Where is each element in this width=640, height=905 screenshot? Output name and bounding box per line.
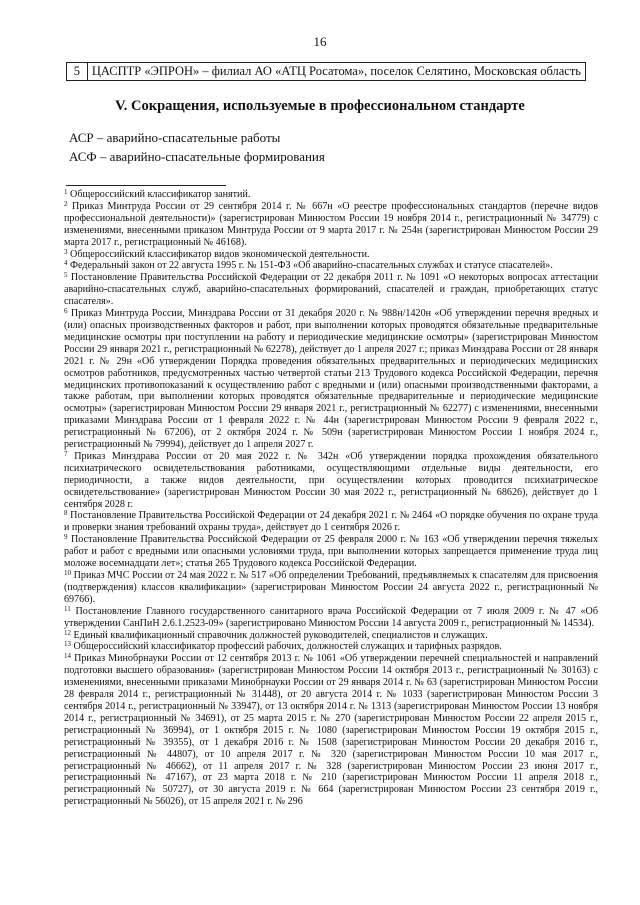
footnote — [64, 272, 598, 308]
footnote-text: Общероссийский классификатор видов экономической деятельности. — [70, 248, 370, 260]
footnote-number: 2 — [64, 199, 68, 208]
footnote — [64, 653, 598, 808]
organization-number: 5 — [67, 63, 88, 81]
footnote — [64, 451, 598, 511]
footnotes — [64, 189, 598, 808]
footnote-number: 6 — [64, 307, 68, 316]
footnote-text: Общероссийский классификатор профессий рабочих, должностей служащих и тарифных разрядов. — [73, 641, 502, 653]
table-row — [67, 63, 586, 81]
organization-table — [66, 62, 586, 81]
footnote — [64, 260, 598, 272]
footnote-text: Приказ Минздрава России от 20 мая 2022 г. № 342н «Об утверждении порядка прохождения обязательного психиатрического освидетельствования работниками, осуществляющими отдельные виды деятельности, его периодичности, а также видов деятельности, при осуществлении которых проводится психиатрическое освидетельствование» (зарегистрирован Минюстом России 30 мая 2022 г., регистрационный № 68626), действует до 1 сентября 2028 г. — [64, 450, 598, 510]
footnote-number: 5 — [64, 271, 68, 280]
footnote — [64, 641, 598, 653]
footnote-number: 10 — [64, 569, 71, 577]
footnote-number: 7 — [64, 449, 68, 458]
section-title: V. Сокращения, используемые в профессиональном стандарте — [115, 98, 525, 114]
footnote-text: Единый квалификационный справочник должностей руководителей, специалистов и служащих. — [73, 629, 488, 641]
page-number: 16 — [313, 34, 327, 49]
footnote-text: Общероссийский классификатор занятий. — [70, 189, 251, 200]
footnote-text: Федеральный закон от 22 августа 1995 г. № 151-ФЗ «Об аварийно-спасательных службах и статусе спасателей». — [70, 260, 553, 272]
footnote-number: 13 — [64, 640, 71, 649]
footnote-number: 14 — [64, 652, 71, 661]
footnote-number: 12 — [64, 628, 71, 637]
footnote-number: 3 — [64, 247, 68, 256]
footnote — [64, 570, 598, 606]
footnote — [64, 249, 598, 261]
footnote-text: Приказ Минтруда России, Минздрава России от 31 декабря 2020 г. № 988н/1420н «Об утверждении перечня вредных и (или) опасных производственных факторов и работ, при выполнении которых проводятся обязательные предварительные медицинские осмотры при поступлении на работу и периодические медицинские осмотры» (зарегистрирован Минюстом России 29 января 2021 г., регистрационный № 62278), действует до 1 апреля 2027 г.; приказ Минздрава России от 28 января 2021 г. № 29н «Об утверждении Порядка проведения обязательных предварительных и периодических медицинских осмотров работников, предусмотренных частью четвертой статьи 213 Трудового кодекса Российской Федерации, перечня медицинских противопоказаний к осуществлению работ с вредными и (или) опасными производственными факторами, а также работам, при выполнении которых проводятся обязательные предварительные и периодические медицинские осмотры» (зарегистрирован Минюстом России 29 января 2021 г., регистрационный № 62277) с изменениями, внесенными приказами Минздрава России от 1 февраля 2022 г. № 44н (зарегистрирован Минюстом России 9 февраля 2022 г., регистрационный № 67206), от 2 октября 2024 г. № 509н (зарегистрирован Минюстом России 1 ноября 2024 г., регистрационный № 79994), действует до 1 апреля 2027 г. — [64, 308, 598, 451]
footnote-separator — [66, 185, 226, 186]
footnote-number: 8 — [64, 509, 68, 518]
footnote-text: Постановление Главного государственного санитарного врача Российской Федерации от 7 июля 2009 г. № 47 «Об утверждении СанПиН 2.6.1.2523-09» (зарегистрировано Минюстом России 14 августа 2009 г., регистрационный № 14534). — [64, 605, 598, 629]
footnote-text: Постановление Правительства Российской Федерации от 25 февраля 2000 г. № 163 «Об утверждении перечня тяжелых работ и работ с вредными или опасными условиями труда, при выполнении которых запрещается применение труда лиц моложе восемнадцати лет»; статья 265 Трудового кодекса Российской Федерации. — [64, 534, 598, 570]
abbreviation-asf: АСФ – аварийно-спасательные формирования — [69, 149, 325, 164]
footnote-text: Приказ Минтруда России от 29 сентября 2014 г. № 667н «О реестре профессиональных стандартов (перечне видов профессиональной деятельности)» (зарегистрирован Минюстом России 19 ноября 2014 г., регистрационный № 34779) с изменениями, внесенными приказом Минтруда России от 9 марта 2017 г. № 254н (зарегистрирован Минюстом России 29 марта 2017 г., регистрационный № 46168). — [64, 200, 598, 248]
footnote — [64, 189, 598, 201]
organization-name: ЦАСПТР «ЭПРОН» – филиал АО «АТЦ Росатома», поселок Селятино, Московская область — [87, 63, 585, 81]
footnote-text: Постановление Правительства Российской Федерации от 24 декабря 2021 г. № 2464 «О порядке обучения по охране труда и проверки знания требований охраны труда», действует до 1 сентября 2026 г. — [64, 510, 598, 534]
footnote-text: Приказ МЧС России от 24 мая 2022 г. № 517 «Об определении Требований, предъявляемых к спасателям для присвоения (подтверждения) классов квалификации» (зарегистрирован Минюстом России 24 августа 2022 г., регистрационный № 69766). — [64, 570, 598, 605]
footnote-text: Приказ Минобрнауки России от 12 сентября 2013 г. № 1061 «Об утверждении перечней специальностей и направлений подготовки высшего образования» (зарегистрирован Минюстом России 14 октября 2013 г., регистрационный № 30163) с изменениями, внесенными приказами Минобрнауки России от 29 января 2014 г. № 63 (зарегистрирован Минюстом России 28 февраля 2014 г., регистрационный № 31448), от 20 августа 2014 г. № 1033 (зарегистрирован Минюстом России 3 сентября 2014 г., регистрационный № 33947), от 13 октября 2014 г. № 1313 (зарегистрирован Минюстом России 13 ноября 2014 г., регистрационный № 34691), от 25 марта 2015 г. № 270 (зарегистрирован Минюстом России 22 апреля 2015 г., регистрационный № 36994), от 1 октября 2015 г. № 1080 (зарегистрирован Минюстом России 19 октября 2015 г., регистрационный № 39355), от 1 декабря 2016 г. № 1508 (зарегистрирован Минюстом России 20 декабря 2016 г., регистрационный № 44807), от 10 апреля 2017 г. № 320 (зарегистрирован Минюстом России 10 мая 2017 г., регистрационный № 46662), от 11 апреля 2017 г. № 328 (зарегистрирован Минюстом России 23 июня 2017 г., регистрационный № 47167), от 23 марта 2018 г. № 210 (зарегистрирован Минюстом России 11 апреля 2018 г., регистрационный № 50727), от 30 августа 2019 г. № 664 (зарегистрирован Минюстом России 23 сентября 2019 г., регистрационный № 56026), от 15 апреля 2021 г. № 296 — [64, 653, 598, 808]
footnote — [64, 308, 598, 451]
abbreviation-asr: АСР – аварийно-спасательные работы — [69, 130, 281, 145]
footnote-number: 11 — [64, 604, 71, 613]
footnote-number: 9 — [64, 533, 68, 542]
footnote — [64, 606, 598, 630]
footnote-text: Постановление Правительства Российской Федерации от 22 декабря 2011 г. № 1091 «О некоторых вопросах аттестации аварийно-спасательных служб, аварийно-спасательных формирований, спасателей и граждан, приобретающих статус спасателя». — [64, 272, 598, 308]
footnote-number: 4 — [64, 259, 68, 268]
footnote — [64, 201, 598, 249]
footnote-number: 1 — [64, 188, 68, 196]
footnote — [64, 630, 598, 642]
footnote — [64, 534, 598, 570]
footnote — [64, 510, 598, 534]
